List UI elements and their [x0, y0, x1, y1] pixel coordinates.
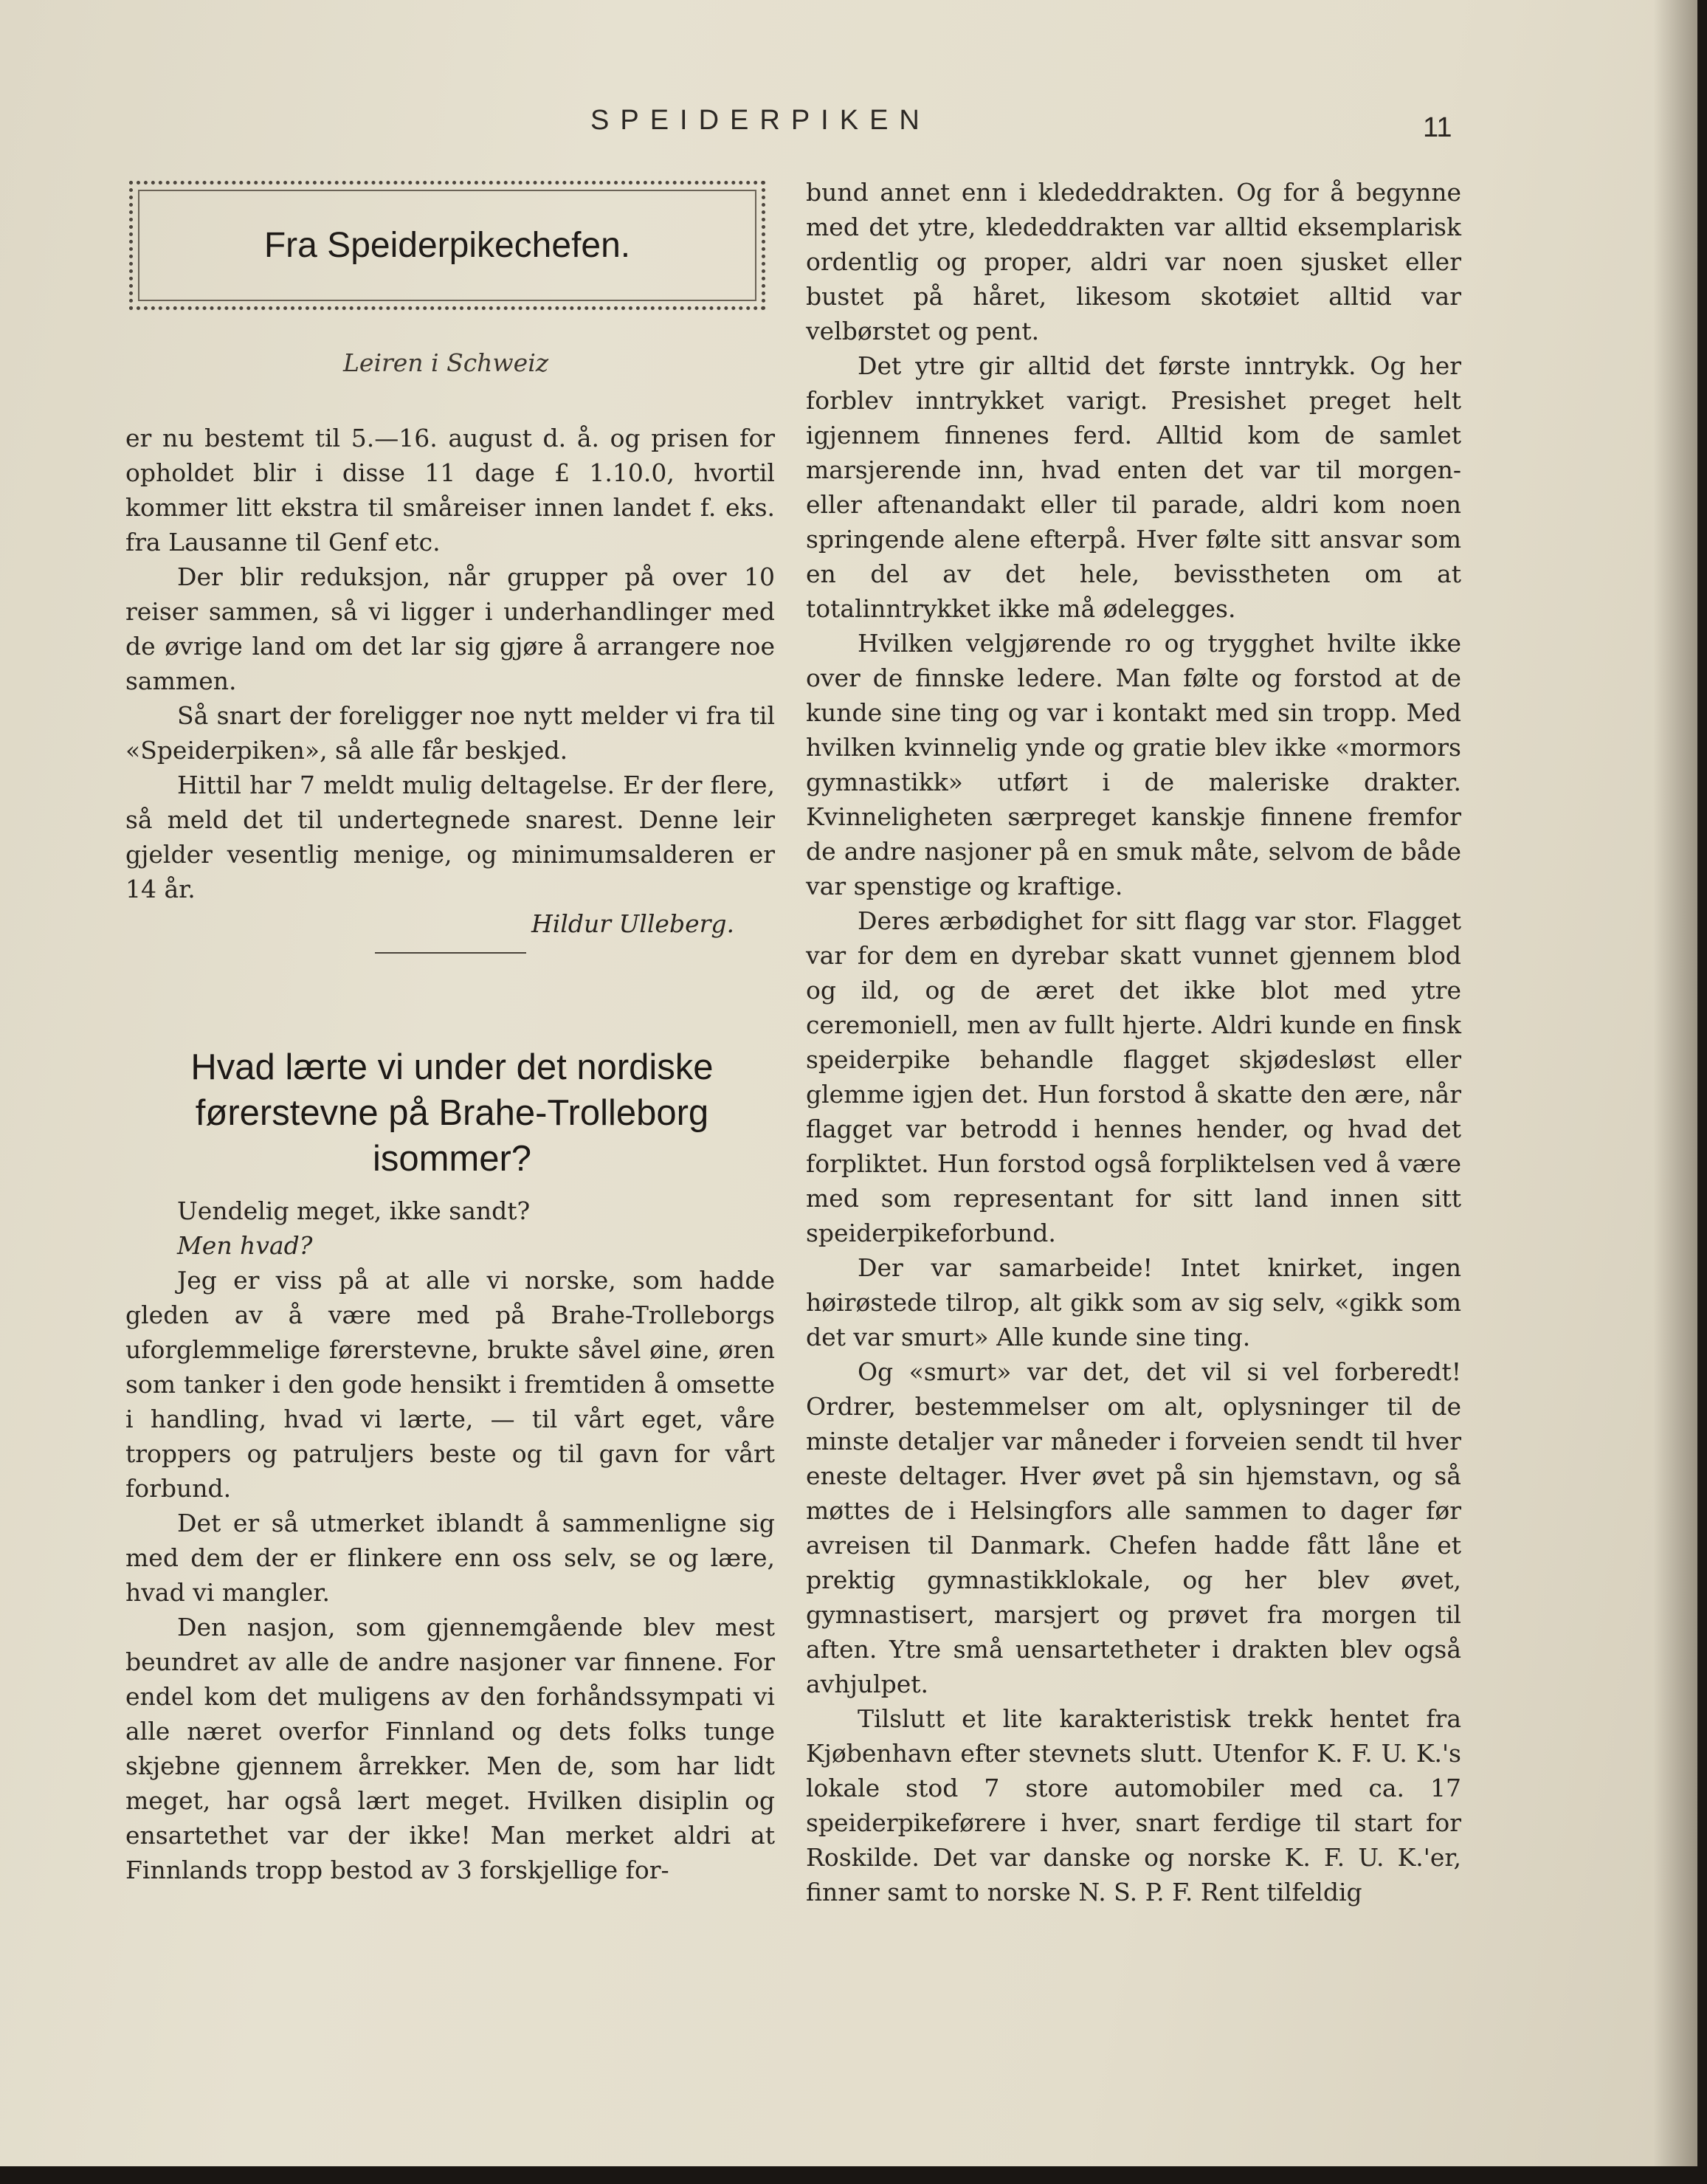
notice-paragraph: er nu bestemt til 5.—16. august d. å. og prisen for opholdet blir i disse 11 dage £ 1.10.0, hvortil kommer litt ekstra til småreiser innen landet f. eks. fra Lausanne til Genf etc.: [125, 424, 775, 557]
article-headline: Hvad lærte vi under det nordiske førerstevne på Brahe-Trolleborg isommer?: [190, 1047, 714, 1179]
right-column-text: [806, 175, 1461, 1909]
article-text: [125, 1193, 775, 1887]
article-lead-italic: Men hvad?: [177, 1231, 313, 1260]
subheading: Leiren i Schweiz: [343, 348, 549, 377]
signature: Hildur Ulleberg.: [531, 909, 734, 938]
page-number: 11: [1423, 112, 1452, 143]
section-title: Fra Speiderpikechefen.: [263, 226, 631, 265]
article-paragraph: Det er så utmerket iblandt å sammenligne sig med dem der er flinkere enn oss selv, se og lære, hvad vi mangler.: [125, 1509, 775, 1607]
article-paragraph: Det ytre gir alltid det første inntrykk. Og her forblev inntrykket varigt. Presishet preget helt igjennem finnenes ferd. Alltid kom de samlet marsjerende inn, hvad enten det var til morgen- eller aftenandakt eller til parade, aldri kom noen springende alene efterpå. Hver følte sitt ansvar som en del av det hele, bevisstheten om at totalinntrykket ikke må ødelegges.: [806, 351, 1461, 623]
notice-text: [125, 421, 775, 941]
article-paragraph: Hvilken velgjørende ro og trygghet hvilte ikke over de finnske ledere. Man følte og forstod at de kunde sine ting og var i kontakt med sin tropp. Med hvilken kvinnelig ynde og gratie blev ikke «mormors gymnastikk» utført i de maleriske drakter. Kvinneligheten særpreget kanskje finnene fremfor de andre nasjoner på en smuk måte, selvom de både var spenstige og kraftige.: [806, 629, 1461, 900]
article-lead: Uendelig meget, ikke sandt?: [177, 1196, 531, 1225]
notice-paragraph: Der blir reduksjon, når grupper på over 10 reiser sammen, så vi ligger i underhandlinger med de øvrige land om det lar sig gjøre å arrangere noe sammen.: [125, 562, 775, 695]
section-divider: [375, 952, 526, 954]
article-paragraph: Der var samarbeide! Intet knirket, ingen høirøstede tilrop, alt gikk som av sig selv, «gikk som det var smurt» Alle kunde sine ting.: [806, 1253, 1461, 1351]
article-paragraph: Den nasjon, som gjennemgående blev mest beundret av alle de andre nasjoner var finnene. For endel kom det muligens av den forhåndssympati vi alle næret overfor Finnland og dets folks tunge skjebne gjennem årrekker. Men de, som har lidt meget, har også lært meget. Hvilken disiplin og ensartethet var der ikke! Man merket aldri at Finnlands tropp bestod av 3 forskjellige for-: [125, 1613, 775, 1884]
article-paragraph: Tilslutt et lite karakteristisk trekk hentet fra Kjøbenhavn efter stevnets slutt. Utenfor K. F. U. K.'s lokale stod 7 store automobiler med ca. 17 speiderpikeførere i hver, snart ferdige til start for Roskilde. Det var danske og norske K. F. U. K.'er, finner samt to norske N. S. P. F. Rent tilfeldig: [806, 1704, 1461, 1906]
article-paragraph: Jeg er viss på at alle vi norske, som hadde gleden av å være med på Brahe-Trolleborgs uforglemmelige førerstevne, brukte såvel øine, øren som tanker i den gode hensikt i fremtiden å omsette i handling, hvad vi lærte, — til vårt eget, våre troppers og patruljers beste og til gavn for vårt forbund.: [125, 1266, 775, 1503]
page-header-title: SPEIDERPIKEN: [590, 105, 931, 136]
article-paragraph: Deres ærbødighet for sitt flagg var stor. Flagget var for dem en dyrebar skatt vunnet gjennem blod og ild, og de æret det ikke blot med ytre ceremoniell, men av fullt hjerte. Aldri kunde en finsk speiderpike behandle flagget skjødesløst eller glemme igjen det. Hun forstod å skatte den ære, når flagget var betrodd i hennes hender, og hvad det forpliktet. Hun forstod også forpliktelsen ved å være med som representant for sitt land innen sitt speiderpikeforbund.: [806, 906, 1461, 1247]
article-paragraph: bund annet enn i klededdrakten. Og for å begynne med det ytre, klededdrakten var alltid eksemplarisk ordentlig og proper, aldri var noen sjusket eller bustet på håret, likesom skotøiet alltid var velbørstet og pent.: [806, 178, 1461, 345]
notice-paragraph: Så snart der foreligger noe nytt melder vi fra til «Speiderpiken», så alle får beskjed.: [125, 701, 775, 765]
notice-paragraph: Hittil har 7 meldt mulig deltagelse. Er der flere, så meld det til undertegnede snarest. Denne leir gjelder vesentlig menige, og minimumsalderen er 14 år.: [125, 771, 775, 903]
section-title-box: [129, 181, 765, 310]
article-paragraph: Og «smurt» var det, det vil si vel forberedt! Ordrer, bestemmelser om alt, oplysninger til de minste detaljer var måneder i forveien sendt til hver eneste deltager. Hver øvet på sin hjemstavn, og så møttes de i Helsingfors alle sammen to dager før avreisen til Danmark. Chefen hadde fått låne et prektig gymnastikklokale, og her blev øvet, gymnastisert, marsjert og prøvet fra morgen til aften. Ytre små uensartetheter i drakten blev også avhjulpet.: [806, 1357, 1461, 1698]
